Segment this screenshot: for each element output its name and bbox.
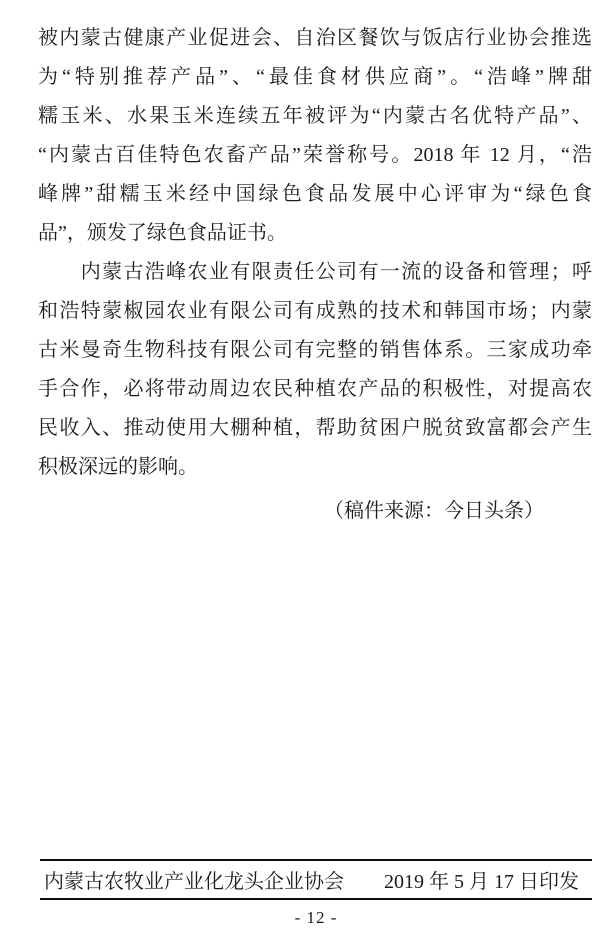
colophon-bar (40, 861, 592, 898)
text-line: 手合作，必将带动周边农民种植农产品的积极性，对提高农 (38, 378, 592, 400)
body-text (38, 19, 592, 531)
text-line: 积极深远的影响。 (38, 456, 198, 478)
text-line: 被内蒙古健康产业促进会、自治区餐饮与饭店行业协会推选 (38, 27, 592, 49)
print-date: 2019 年 5 月 17 日印发 (384, 871, 579, 893)
paragraph-2 (38, 253, 592, 487)
text-line: 古米曼奇生物科技有限公司有完整的销售体系。三家成功牵 (38, 339, 592, 361)
text-line: 峰牌”甜糯玉米经中国绿色食品发展中心评审为“绿色食 (38, 183, 592, 205)
text-line: 糯玉米、水果玉米连续五年被评为“内蒙古名优特产品”、 (38, 105, 592, 127)
text-line: 为“特别推荐产品”、“最佳食材供应商”。“浩峰”牌甜 (38, 66, 592, 88)
source-attribution: （稿件来源：今日头条） (324, 500, 544, 522)
text-line: 内蒙古浩峰农业有限责任公司有一流的设备和管理；呼 (38, 261, 592, 283)
text-line: 和浩特蒙椒园农业有限公司有成熟的技术和韩国市场；内蒙 (38, 300, 592, 322)
text-line: 民收入、推动使用大棚种植，帮助贫困户脱贫致富都会产生 (38, 417, 592, 439)
text-line: 品”，颁发了绿色食品证书。 (38, 222, 287, 244)
issuer-name: 内蒙古农牧业产业化龙头企业协会 (44, 871, 344, 893)
footer-rule-bottom (40, 898, 592, 900)
page-number: - 12 - (294, 908, 338, 927)
footer (40, 859, 592, 928)
paragraph-1 (38, 19, 592, 253)
text-line: “内蒙古百佳特色农畜产品”荣誉称号。2018 年 12 月，“浩 (38, 144, 592, 166)
